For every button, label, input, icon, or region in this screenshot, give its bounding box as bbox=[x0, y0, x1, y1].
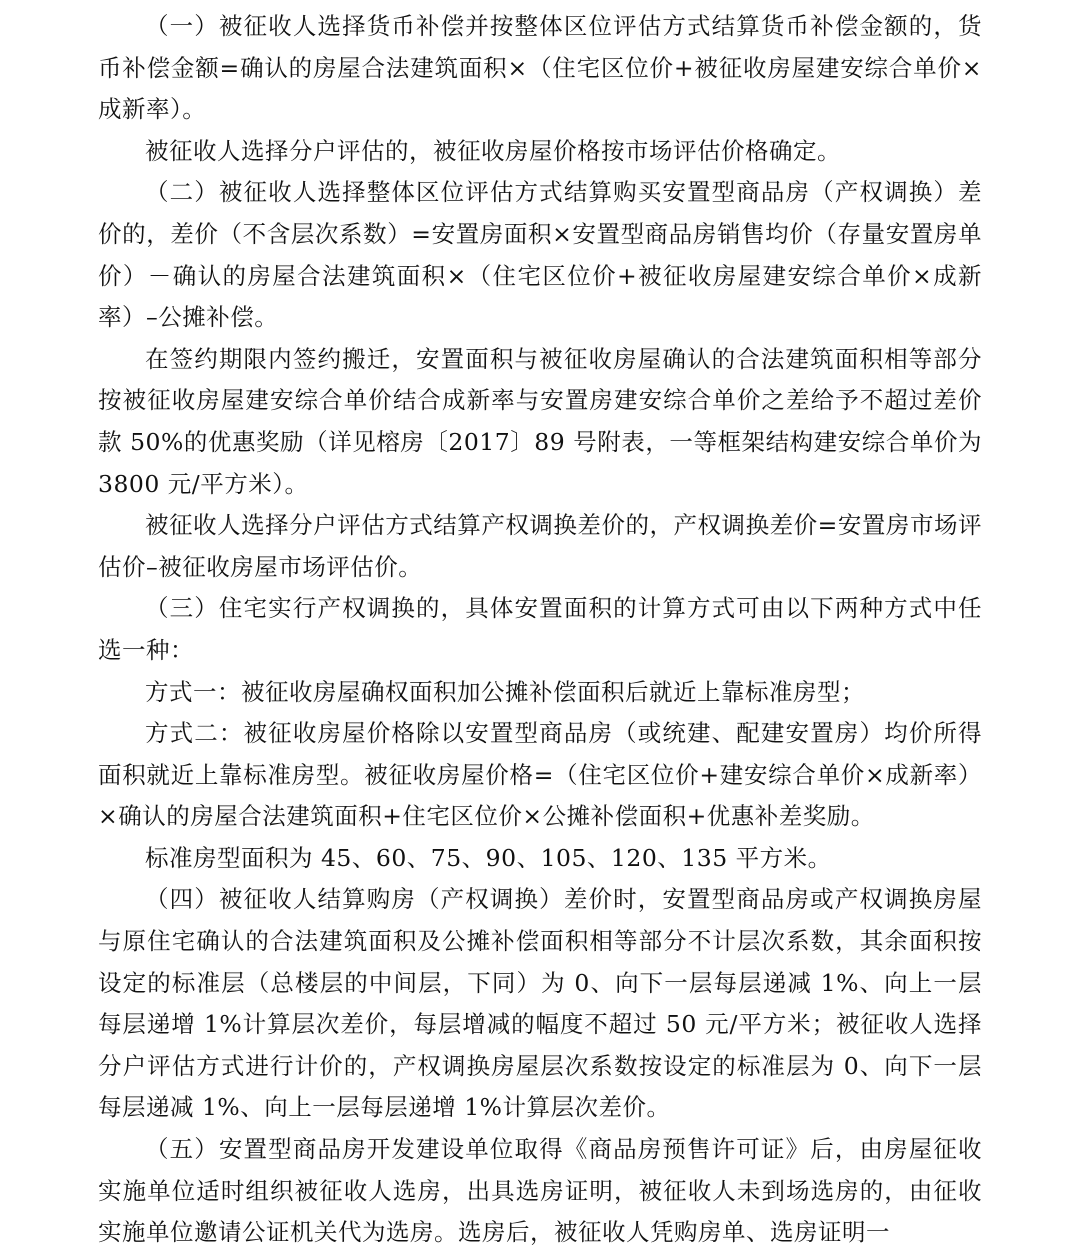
paragraph-method-two: 方式二：被征收房屋价格除以安置型商品房（或统建、配建安置房）均价所得面积就近上靠标准房型。被征收房屋价格=（住宅区位价+建安综合单价×成新率）×确认的房屋合法建筑面积+住宅区位价×公摊补偿面积+优惠补差奖励。 bbox=[98, 719, 982, 831]
paragraph-property-exchange-difference: （二）被征收人选择整体区位评估方式结算购买安置型商品房（产权调换）差价的，差价（不含层次系数）=安置房面积×安置型商品房销售均价（存量安置房单价）－确认的房屋合法建筑面积×（住宅区位价+被征收房屋建安综合单价×成新率）–公摊补偿。 bbox=[98, 178, 982, 332]
paragraph-house-selection: （五）安置型商品房开发建设单位取得《商品房预售许可证》后，由房屋征收实施单位适时组织被征收人选房，出具选房证明，被征收人未到场选房的，由征收实施单位邀请公证机关代为选房。选房后，被征收人凭购房单、选房证明一 bbox=[98, 1135, 982, 1247]
document-body bbox=[98, 6, 982, 1254]
paragraph-standard-unit-sizes: 标准房型面积为 45、60、75、90、105、120、135 平方米。 bbox=[145, 843, 832, 872]
paragraph-individual-exchange-difference: 被征收人选择分户评估方式结算产权调换差价的，产权调换差价=安置房市场评估价–被征收房屋市场评估价。 bbox=[98, 511, 982, 581]
paragraph-method-one: 方式一：被征收房屋确权面积加公摊补偿面积后就近上靠标准房型； bbox=[145, 677, 865, 706]
paragraph-floor-coefficient: （四）被征收人结算购房（产权调换）差价时，安置型商品房或产权调换房屋与原住宅确认的合法建筑面积及公摊补偿面积相等部分不计层次系数，其余面积按设定的标准层（总楼层的中间层，下同）为 0、向下一层每层递减 1%、向上一层每层递增 1%计算层次差价，每层增减的幅度不超过 50 元/平方米；被征收人选择分户评估方式进行计价的，产权调换房屋层次系数按设定的标准层为 0、向下一层每层递减 1%、向上一层每层递增 1%计算层次差价。 bbox=[98, 885, 982, 1122]
paragraph-signing-incentive: 在签约期限内签约搬迁，安置面积与被征收房屋确认的合法建筑面积相等部分按被征收房屋建安综合单价结合成新率与安置房建安综合单价之差给予不超过差价款 50%的优惠奖励（详见榕房〔2017〕89 号附表，一等框架结构建安综合单价为 3800 元/平方米）。 bbox=[98, 344, 982, 498]
paragraph-resettlement-area-methods: （三）住宅实行产权调换的，具体安置面积的计算方式可由以下两种方式中任选一种： bbox=[98, 594, 982, 664]
paragraph-individual-assessment: 被征收人选择分户评估的，被征收房屋价格按市场评估价格确定。 bbox=[145, 136, 841, 165]
paragraph-monetary-compensation: （一）被征收人选择货币补偿并按整体区位评估方式结算货币补偿金额的，货币补偿金额=确认的房屋合法建筑面积×（住宅区位价+被征收房屋建安综合单价×成新率）。 bbox=[98, 12, 982, 124]
